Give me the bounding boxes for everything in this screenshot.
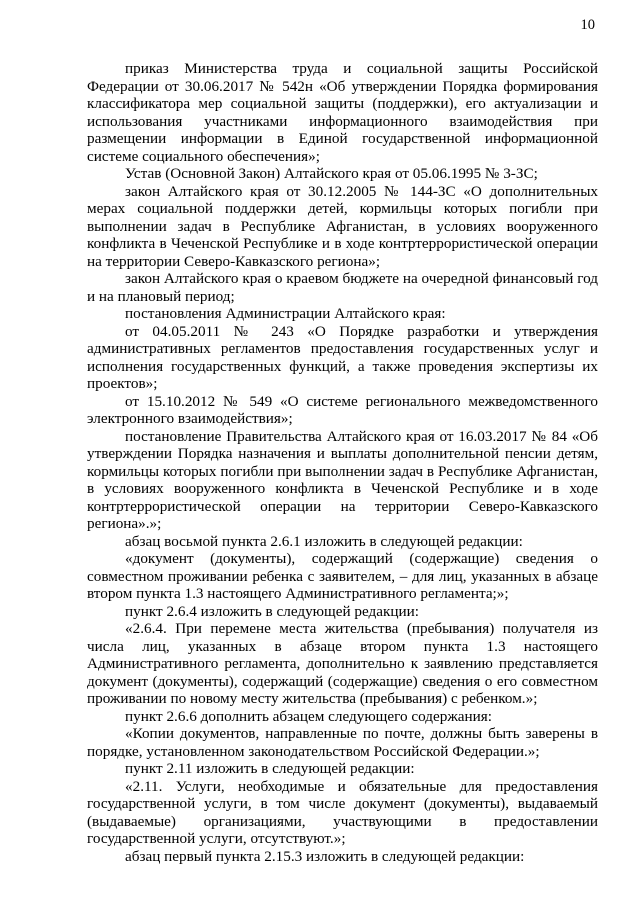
paragraph-resolution-549: от 15.10.2012 № 549 «О системе регионального межведомственного электронного взаимодействия»; xyxy=(87,392,598,427)
document-body xyxy=(87,60,598,865)
page-number: 10 xyxy=(580,17,595,33)
paragraph-government-resolution-84: постановление Правительства Алтайского края от 16.03.2017 № 84 «Об утверждении Порядка назначения и выплаты дополнительной пенсии детям, кормильцы которых погибли при выполнении задач в Республике Афганистан, в условиях вооруженного конфликта в Чеченской Республике и в ходе контртеррористической операции на территории Северо-Кавказского региона».»; xyxy=(87,427,598,532)
paragraph-2-6-6-text: «Копии документов, направленные по почте, должны быть заверены в порядке, установленном законодательством Российской Федерации.»; xyxy=(87,725,598,760)
paragraph-amend-2-6-1: абзац восьмой пункта 2.6.1 изложить в следующей редакции: xyxy=(125,532,523,550)
paragraph-2-6-4-text: «2.6.4. При перемене места жительства (пребывания) получателя из числа лиц, указанных в абзаце втором пункта 1.3 настоящего Административного регламента, дополнительно к заявлению представляется документ (документы), содержащий (содержащие) сведения о его совместном проживании по новому месту жительства (пребывания) с ребенком.»; xyxy=(87,620,598,707)
paragraph-amend-2-15-3: абзац первый пункта 2.15.3 изложить в следующей редакции: xyxy=(125,847,525,865)
paragraph-administration-resolutions: постановления Администрации Алтайского края: xyxy=(125,305,446,322)
paragraph-charter: Устав (Основной Закон) Алтайского края от 05.06.1995 № 3-ЗС; xyxy=(125,165,538,182)
paragraph-amend-2-11: пункт 2.11 изложить в следующей редакции: xyxy=(125,760,415,777)
paragraph-amend-2-6-6: пункт 2.6.6 дополнить абзацем следующего содержания: xyxy=(125,707,493,725)
paragraph-budget-law: закон Алтайского края о краевом бюджете на очередной финансовый год и на плановый период; xyxy=(87,270,598,305)
paragraph-amend-2-6-4: пункт 2.6.4 изложить в следующей редакции: xyxy=(125,602,419,620)
paragraph-resolution-243: от 04.05.2011 № 243 «О Порядке разработки и утверждения административных регламентов предоставления государственных услуг и исполнения государственных функций, а также проведения экспертизы их проектов»; xyxy=(87,322,598,392)
paragraph-2-6-1-text: «документ (документы), содержащий (содержащие) сведения о совместном проживании ребенка с заявителем, – для лиц, указанных в абзаце втором пункта 1.3 настоящего Административного регламента;»; xyxy=(87,550,598,602)
paragraph-2-11-text: «2.11. Услуги, необходимые и обязательные для предоставления государственной услуги, в том числе документ (документы), выдаваемый (выдаваемые) организациями, участвующими в предоставлении государственной услуги, отсутствуют.»; xyxy=(87,777,598,847)
paragraph-law-144: закон Алтайского края от 30.12.2005 № 144-ЗС «О дополнительных мерах социальной поддержки детей, кормильцы которых погибли при выполнении задач в Республике Афганистан, в условиях вооруженного конфликта в Чеченской Республике и в ходе контртеррористической операции на территории Северо-Кавказского региона»; xyxy=(87,182,598,270)
paragraph-ministry-order: приказ Министерства труда и социальной защиты Российской Федерации от 30.06.2017 № 542н «Об утверждении Порядка формирования классификатора мер социальной защиты (поддержки), его актуализации и использования участниками информационного взаимодействия при размещении информации в Единой государственной информационной системе социального обеспечения»; xyxy=(87,60,598,165)
